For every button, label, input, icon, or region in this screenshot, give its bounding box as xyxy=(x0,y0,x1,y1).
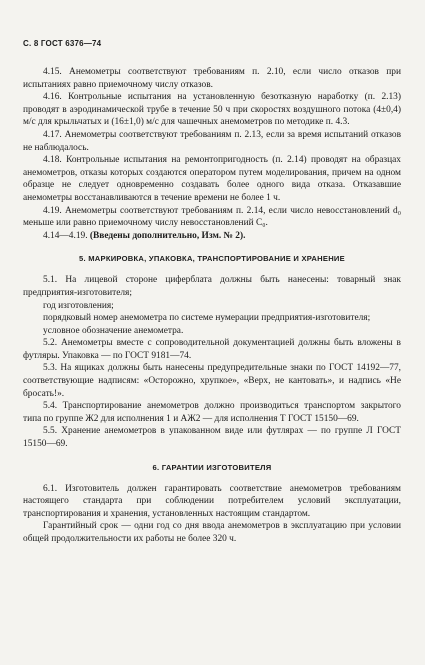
paragraph-5-1-designation: условное обозначение анемометра. xyxy=(43,325,184,336)
paragraph-5-2: 5.2. Анемометры вместе с сопроводительной документацией должны быть вложены в футляры. Упаковка — по ГОСТ 9181—74. xyxy=(23,338,401,361)
paragraph-4-16: 4.16. Контрольные испытания на установленную безотказную наработку (п. 2.13) проводят в аэродинамической трубе в течение 50 ч при скоростях воздушного потока (4±0,4) м/с для крыльчатых и (16±1,0) м/с для чашечных анемометров по методике п. 4.3. xyxy=(23,92,401,128)
amendment-text: (Введены дополнительно, Изм. № 2). xyxy=(89,230,246,241)
section-5-heading: 5. МАРКИРОВКА, УПАКОВКА, ТРАНСПОРТИРОВАНИЕ И ХРАНЕНИЕ xyxy=(79,254,345,264)
section-6-heading: 6. ГАРАНТИИ ИЗГОТОВИТЕЛЯ xyxy=(152,462,272,472)
amendment-range: 4.14—4.19. xyxy=(43,230,88,241)
paragraph-5-1: 5.1. На лицевой стороне циферблата должны быть нанесены: товарный знак предприятия-изготовителя; xyxy=(23,275,401,298)
paragraph-5-4: 5.4. Транспортирование анемометров должно производиться транспортом закрытого типа по группе Ж2 для исполнения 1 и АЖ2 — для исполнения Т ГОСТ 15150—69. xyxy=(23,401,401,424)
paragraph-5-1-serial: порядковый номер анемометра по системе нумерации предприятия-изготовителя; xyxy=(43,313,371,324)
amendment-note xyxy=(23,230,401,243)
paragraph-6-2: Гарантийный срок — одни год со дня ввода анемометров в эксплуатацию при условии общей продолжительности их работы не более 320 ч. xyxy=(23,521,401,544)
paragraph-4-17: 4.17. Анемометры соответствуют требованиям п. 2.13, если за время испытаний отказов не наблюдалось. xyxy=(23,129,401,153)
paragraph-4-15: 4.15. Анемометры соответствуют требованиям п. 2.10, если число отказов при испытаниях равно приемочному числу отказов. xyxy=(23,67,401,90)
paragraph-5-5: 5.5. Хранение анемометров в упакованном виде или футлярах — по группе Л ГОСТ 15150—69. xyxy=(23,426,401,450)
paragraph-4-18: 4.18. Контрольные испытания на ремонтопригодность (п. 2.14) проводят на образцах анемометров, отказы которых создаются оператором путем моделирования, причем на одном образце не следует одновременно создавать более одного вида отказа. Отказавшие анемометры восстанавливаются в течение времени не более 1 ч. xyxy=(23,155,401,203)
paragraph-4-19: 4.19. Анемометры соответствуют требованиям п. 2.14, если число невосстановлений d₀ меньше или равно приемочному числу невосстановлений C₀. xyxy=(23,205,401,229)
paragraph-6-1: 6.1. Изготовитель должен гарантировать соответствие анемометров требованиям настоящего стандарта при соблюдении потребителем условий эксплуатации, транспортирования и хранения, установленных настоящим стандартом. xyxy=(23,483,401,519)
paragraph-5-1-year: год изготовления; xyxy=(43,300,114,311)
paragraph-5-3: 5.3. На ящиках должны быть нанесены предупредительные знаки по ГОСТ 14192—77, соответствующие надписям: «Осторожно, хрупкое», «Верх, не кантовать», и надпись «Не бросать!». xyxy=(23,363,401,399)
document-body xyxy=(23,66,401,546)
page-header: С. 8 ГОСТ 6376—74 xyxy=(23,39,102,48)
